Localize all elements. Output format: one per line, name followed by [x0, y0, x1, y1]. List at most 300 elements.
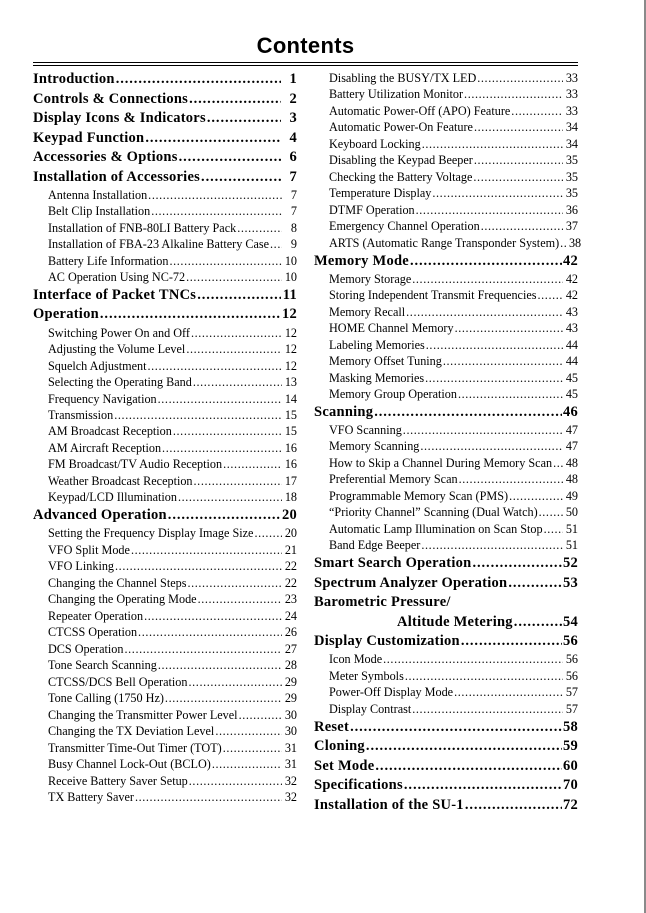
toc-entry-label: Repeater Operation: [48, 608, 144, 623]
toc-leader-dots: [426, 339, 563, 351]
toc-page-number: 42: [565, 288, 578, 303]
toc-page-number: 18: [284, 490, 297, 505]
toc-page-number: 27: [284, 641, 297, 656]
toc-entry-sub[interactable]: [48, 203, 297, 219]
toc-entry-label: Interface of Packet TNCs: [33, 287, 197, 303]
toc-leader-dots: [186, 343, 282, 355]
toc-entry-major[interactable]: [33, 128, 297, 147]
toc-entry-sub[interactable]: [329, 70, 578, 86]
toc-page-number: 26: [284, 625, 297, 640]
toc-leader-dots: [116, 72, 281, 87]
toc-page-number: 15: [284, 424, 297, 439]
toc-entry-sub[interactable]: [48, 187, 297, 203]
toc-leader-dots: [509, 490, 563, 502]
toc-entry-sub[interactable]: [329, 336, 578, 352]
toc-entry-label: Setting the Frequency Display Image Size: [48, 526, 254, 541]
toc-entry-sub[interactable]: [329, 234, 582, 250]
toc-entry-label: Display Icons & Indicators: [33, 110, 206, 127]
toc-entry-label: Cloning: [314, 738, 365, 755]
toc-page-number: 47: [565, 439, 578, 454]
toc-entry-sub[interactable]: [48, 739, 297, 755]
toc-entry-label: Display Contrast: [329, 701, 412, 716]
toc-leader-dots: [539, 506, 563, 518]
toc-page-number: 46: [563, 403, 578, 420]
toc-entry-sub[interactable]: [48, 690, 297, 706]
toc-leader-dots: [189, 92, 281, 107]
toc-page-number: 48: [565, 472, 578, 487]
toc-entry-sub[interactable]: [48, 756, 297, 772]
toc-entry-label: Smart Search Operation: [314, 555, 472, 572]
toc-leader-dots: [425, 372, 563, 384]
toc-leader-dots: [374, 405, 562, 420]
toc-entry-label: Band Edge Beeper: [329, 538, 421, 553]
toc-leader-dots: [458, 388, 563, 400]
toc-page-number: 49: [565, 488, 578, 503]
toc-page-number: 34: [565, 120, 578, 135]
toc-entry-sub[interactable]: [329, 488, 578, 504]
toc-entry-major[interactable]: [314, 632, 578, 651]
toc-entry-label: Changing the Operating Mode: [48, 592, 197, 607]
toc-leader-dots: [403, 424, 563, 436]
toc-entry-sub[interactable]: [48, 236, 297, 252]
toc-entry-label: Changing the TX Deviation Level: [48, 724, 215, 739]
toc-leader-dots: [553, 457, 563, 469]
toc-entry-sub[interactable]: [329, 386, 578, 402]
toc-page-number: 57: [565, 685, 578, 700]
toc-leader-dots: [144, 610, 282, 622]
toc-entry-label: Temperature Display: [329, 186, 432, 201]
toc-page-number: 51: [565, 538, 578, 553]
page-content: [33, 0, 582, 814]
toc-entry-label: How to Skip a Channel During Memory Scan: [329, 455, 553, 470]
toc-entry-sub[interactable]: [48, 473, 297, 489]
toc-entry-label: Antenna Installation: [48, 187, 148, 202]
toc-page-number: 56: [565, 652, 578, 667]
toc-leader-dots: [511, 105, 563, 117]
toc-leader-dots: [474, 154, 563, 166]
toc-page-number: 44: [565, 354, 578, 369]
toc-page-number: 7: [289, 168, 297, 185]
toc-entry-label: Belt Clip Installation: [48, 204, 151, 219]
toc-leader-dots: [186, 271, 282, 283]
toc-entry-label: VFO Linking: [48, 559, 115, 574]
toc-entry-label: VFO Scanning: [329, 422, 402, 437]
toc-entry-label: Programmable Memory Scan (PMS): [329, 488, 509, 503]
toc-leader-dots: [207, 111, 281, 126]
toc-page-number: 8: [290, 220, 297, 235]
toc-page-number: 33: [565, 87, 578, 102]
toc-entry-sub[interactable]: [329, 136, 578, 152]
toc-leader-dots: [189, 676, 283, 688]
toc-page-number: 12: [282, 306, 297, 323]
page-title: Contents: [256, 33, 355, 58]
toc-page-number: 6: [289, 149, 297, 166]
toc-leader-dots: [254, 527, 282, 539]
toc-entry-label: Changing the Channel Steps: [48, 575, 187, 590]
toc-entry-major[interactable]: [314, 593, 578, 612]
toc-page-number: 31: [284, 757, 297, 772]
toc-entry-label: Adjusting the Volume Level: [48, 342, 186, 357]
toc-entry-label: Battery Life Information: [48, 253, 169, 268]
toc-entry-label: Emergency Channel Operation: [329, 219, 480, 234]
toc-page-number: 30: [284, 707, 297, 722]
toc-entry-label: Disabling the Keypad Beeper: [329, 153, 473, 168]
toc-page-number: 31: [284, 740, 297, 755]
toc-entry-label: Disabling the BUSY/TX LED: [329, 70, 477, 85]
toc-entry-label: Installation of the SU-1: [314, 796, 464, 813]
toc-entry-label: Tone Calling (1750 Hz): [48, 691, 164, 706]
toc-entry-sub[interactable]: [48, 789, 297, 805]
toc-page-number: 30: [284, 724, 297, 739]
toc-entry-label: Busy Channel Lock-Out (BCLO): [48, 757, 211, 772]
toc-leader-dots: [464, 88, 563, 100]
toc-page-number: 35: [565, 153, 578, 168]
toc-entry-sub[interactable]: [48, 252, 297, 268]
toc-page-number: 4: [289, 129, 297, 146]
toc-entry-label: Transmission: [48, 407, 114, 422]
toc-entry-label: DCS Operation: [48, 641, 124, 656]
toc-page-number: 15: [284, 407, 297, 422]
toc-entry-label: Transmitter Time-Out Timer (TOT): [48, 740, 222, 755]
toc-leader-dots: [223, 458, 282, 470]
toc-entry-sub[interactable]: [329, 185, 578, 201]
toc-entry-label: Controls & Connections: [33, 90, 189, 107]
toc-entry-major[interactable]: [314, 251, 578, 270]
toc-entry-sub[interactable]: [48, 489, 297, 505]
toc-entry-sub[interactable]: [48, 641, 297, 657]
toc-columns: [33, 70, 582, 815]
toc-entry-sub[interactable]: [48, 341, 297, 357]
toc-entry-label: ARTS (Automatic Range Transponder System): [329, 235, 560, 250]
toc-leader-dots: [443, 355, 563, 367]
toc-leader-dots: [168, 508, 281, 523]
toc-entry-sub[interactable]: [329, 438, 578, 454]
toc-entry-label: Changing the Transmitter Power Level: [48, 707, 238, 722]
toc-leader-dots: [158, 393, 282, 405]
toc-page-number: 58: [563, 718, 578, 735]
toc-entry-major[interactable]: [33, 109, 297, 128]
toc-entry-label: Power-Off Display Mode: [329, 685, 454, 700]
toc-entry-sub[interactable]: [329, 537, 578, 553]
toc-entry-label: AC Operation Using NC-72: [48, 270, 186, 285]
toc-page-number: 12: [284, 342, 297, 357]
toc-entry-sub[interactable]: [48, 624, 297, 640]
toc-page-number: 23: [284, 592, 297, 607]
toc-entry-label: Installation of Accessories: [33, 168, 201, 185]
toc-leader-dots: [459, 473, 563, 485]
toc-entry-sub[interactable]: [329, 86, 578, 102]
toc-entry-label: CTCSS/DCS Bell Operation: [48, 674, 188, 689]
toc-entry-sub[interactable]: [48, 440, 297, 456]
toc-leader-dots: [508, 576, 562, 591]
toc-entry-major[interactable]: [33, 285, 297, 304]
toc-entry-sub[interactable]: [329, 651, 578, 667]
toc-entry-major[interactable]: [314, 795, 578, 814]
toc-entry-label: Icon Mode: [329, 652, 383, 667]
toc-leader-dots: [472, 556, 562, 571]
toc-page-number: 20: [282, 507, 297, 524]
toc-entry-sub[interactable]: [48, 423, 297, 439]
toc-entry-label: HOME Channel Memory: [329, 321, 454, 336]
toc-entry-label: VFO Split Mode: [48, 542, 130, 557]
toc-entry-sub[interactable]: [329, 287, 578, 303]
toc-entry-sub[interactable]: [329, 369, 578, 385]
toc-entry-sub[interactable]: [48, 674, 297, 690]
toc-page-number: 17: [284, 473, 297, 488]
toc-leader-dots: [375, 759, 562, 774]
toc-leader-dots: [138, 626, 282, 638]
toc-entry-sub[interactable]: [48, 357, 297, 373]
toc-page-number: 13: [284, 375, 297, 390]
toc-leader-dots: [193, 376, 282, 388]
toc-page-number: 35: [565, 186, 578, 201]
toc-entry-label: Operation: [33, 306, 99, 323]
toc-entry-major[interactable]: [33, 167, 297, 186]
toc-entry-sub[interactable]: [329, 152, 578, 168]
toc-entry-sub[interactable]: [48, 772, 297, 788]
toc-leader-dots: [145, 131, 281, 146]
toc-entry-label: Spectrum Analyzer Operation: [314, 574, 508, 591]
toc-leader-dots: [477, 72, 563, 84]
toc-page-number: 10: [284, 270, 297, 285]
toc-leader-dots: [432, 187, 563, 199]
toc-leader-dots: [223, 742, 282, 754]
toc-leader-dots: [201, 170, 281, 185]
toc-entry-label: “Priority Channel” Scanning (Dual Watch): [329, 505, 538, 520]
toc-entry-label: Installation of FBA-23 Alkaline Battery Case: [48, 237, 270, 252]
toc-entry-label: CTCSS Operation: [48, 625, 138, 640]
toc-leader-dots: [455, 322, 563, 334]
toc-entry-label: Advanced Operation: [33, 507, 167, 524]
toc-entry-label: Scanning: [314, 403, 374, 420]
toc-page-number: 45: [565, 370, 578, 385]
toc-entry-sub[interactable]: [329, 303, 578, 319]
toc-entry-label: Meter Symbols: [329, 668, 404, 683]
toc-entry-sub[interactable]: [48, 525, 297, 541]
toc-page-number: 45: [565, 386, 578, 401]
toc-leader-dots: [148, 360, 282, 372]
toc-page-number: 16: [284, 440, 297, 455]
toc-leader-dots: [410, 254, 562, 269]
toc-leader-dots: [165, 692, 282, 704]
toc-entry-label: Frequency Navigation: [48, 391, 157, 406]
toc-entry-sub[interactable]: [329, 320, 578, 336]
toc-leader-dots: [454, 686, 563, 698]
toc-leader-dots: [420, 440, 563, 452]
toc-leader-dots: [239, 709, 282, 721]
toc-entry-label: Memory Storage: [329, 271, 412, 286]
toc-page-number: 53: [563, 574, 578, 591]
toc-entry-label: Storing Independent Transmit Frequencies: [329, 288, 537, 303]
toc-leader-dots: [100, 307, 281, 322]
toc-entry-sub[interactable]: [48, 591, 297, 607]
toc-entry-sub[interactable]: [48, 456, 297, 472]
toc-leader-dots: [194, 475, 282, 487]
toc-entry-major[interactable]: [314, 756, 578, 775]
toc-page-number: 7: [290, 204, 297, 219]
toc-leader-dots: [215, 725, 282, 737]
toc-page-number: 2: [289, 90, 297, 107]
toc-page-number: 38: [568, 235, 582, 250]
toc-page-number: 42: [565, 271, 578, 286]
toc-entry-sub[interactable]: [48, 608, 297, 624]
toc-entry-major[interactable]: [314, 612, 578, 631]
toc-leader-dots: [198, 593, 282, 605]
toc-entry-label: AM Aircraft Reception: [48, 440, 162, 455]
toc-entry-major[interactable]: [314, 717, 578, 736]
toc-entry-label: Display Customization: [314, 633, 460, 650]
toc-page-number: 56: [563, 633, 578, 650]
toc-entry-label: Altitude Metering: [397, 613, 513, 630]
toc-entry-sub[interactable]: [329, 521, 578, 537]
toc-leader-dots: [406, 306, 563, 318]
toc-leader-dots: [412, 703, 563, 715]
toc-page-number: 32: [284, 790, 297, 805]
toc-leader-dots: [538, 289, 563, 301]
toc-entry-sub[interactable]: [329, 684, 578, 700]
toc-page-number: 22: [284, 559, 297, 574]
toc-entry-label: Weather Broadcast Reception: [48, 473, 193, 488]
toc-entry-label: Battery Utilization Monitor: [329, 87, 464, 102]
toc-leader-dots: [465, 798, 562, 813]
toc-entry-major[interactable]: [33, 506, 297, 525]
toc-page-number: 42: [563, 252, 578, 269]
toc-column-right: [314, 70, 582, 815]
toc-page-number: 59: [563, 738, 578, 755]
toc-entry-sub[interactable]: [329, 471, 578, 487]
toc-entry-sub[interactable]: [48, 723, 297, 739]
title-divider: [33, 62, 578, 66]
toc-leader-dots: [135, 791, 282, 803]
toc-page-number: 48: [565, 455, 578, 470]
toc-page-number: 57: [565, 701, 578, 716]
toc-entry-major[interactable]: [33, 89, 297, 108]
toc-leader-dots: [169, 255, 282, 267]
toc-leader-dots: [560, 237, 566, 249]
toc-entry-label: Preferential Memory Scan: [329, 472, 458, 487]
toc-page-number: 50: [565, 505, 578, 520]
toc-entry-label: Tone Search Scanning: [48, 658, 157, 673]
toc-leader-dots: [473, 171, 563, 183]
toc-page-number: 24: [284, 608, 297, 623]
toc-entry-major[interactable]: [314, 775, 578, 794]
toc-entry-major[interactable]: [314, 554, 578, 573]
toc-entry-sub[interactable]: [48, 707, 297, 723]
toc-page-number: 54: [563, 613, 578, 630]
toc-entry-sub[interactable]: [48, 374, 297, 390]
toc-entry-major[interactable]: [33, 305, 297, 324]
toc-entry-label: Memory Mode: [314, 252, 409, 269]
toc-page-number: 43: [565, 304, 578, 319]
toc-page-number: 51: [565, 521, 578, 536]
toc-leader-dots: [189, 775, 282, 787]
toc-entry-label: Switching Power On and Off: [48, 325, 190, 340]
toc-entry-major[interactable]: [33, 148, 297, 167]
toc-page-number: 10: [284, 253, 297, 268]
toc-entry-sub[interactable]: [48, 324, 297, 340]
toc-page-number: 21: [284, 542, 297, 557]
toc-entry-sub[interactable]: [48, 657, 297, 673]
toc-entry-label: Accessories & Options: [33, 149, 178, 166]
toc-entry-label: DTMF Operation: [329, 202, 415, 217]
toc-entry-label: Masking Memories: [329, 370, 425, 385]
toc-page-number: 22: [284, 575, 297, 590]
toc-page-number: 43: [565, 321, 578, 336]
toc-entry-label: Automatic Power-Off (APO) Feature: [329, 103, 511, 118]
toc-entry-sub[interactable]: [48, 542, 297, 558]
toc-entry-sub[interactable]: [329, 201, 578, 217]
toc-entry-sub[interactable]: [329, 169, 578, 185]
toc-leader-dots: [270, 238, 282, 250]
toc-entry-sub[interactable]: [329, 353, 578, 369]
toc-leader-dots: [115, 560, 282, 572]
toc-entry-major[interactable]: [314, 736, 578, 755]
toc-leader-dots: [416, 204, 563, 216]
toc-leader-dots: [514, 615, 562, 630]
toc-leader-dots: [366, 739, 562, 754]
toc-column-left: [33, 70, 297, 806]
toc-page-number: 33: [565, 70, 578, 85]
toc-entry-sub[interactable]: [48, 407, 297, 423]
toc-entry-label: Labeling Memories: [329, 337, 425, 352]
toc-entry-label: Selecting the Operating Band: [48, 375, 192, 390]
toc-entry-sub[interactable]: [48, 390, 297, 406]
toc-entry-sub[interactable]: [329, 422, 578, 438]
toc-leader-dots: [151, 205, 282, 217]
toc-leader-dots: [212, 758, 282, 770]
toc-entry-sub[interactable]: [48, 558, 297, 574]
toc-entry-major[interactable]: [33, 70, 297, 89]
toc-entry-label: Keypad/LCD Illumination: [48, 490, 177, 505]
toc-page-number: 37: [565, 219, 578, 234]
toc-entry-sub[interactable]: [329, 701, 578, 717]
toc-page-number: 3: [289, 110, 297, 127]
toc-entry-label: Automatic Power-On Feature: [329, 120, 473, 135]
toc-entry-sub[interactable]: [329, 119, 578, 135]
toc-entry-label: Squelch Adjustment: [48, 358, 147, 373]
toc-entry-sub[interactable]: [329, 668, 578, 684]
toc-page-number: 11: [282, 287, 297, 303]
toc-page-number: 35: [565, 169, 578, 184]
toc-entry-label: Memory Scanning: [329, 439, 420, 454]
toc-leader-dots: [158, 659, 282, 671]
toc-entry-label: Automatic Lamp Illumination on Scan Stop: [329, 521, 543, 536]
toc-entry-sub[interactable]: [329, 218, 578, 234]
toc-leader-dots: [191, 327, 282, 339]
toc-leader-dots: [197, 288, 281, 303]
toc-entry-label: Checking the Battery Voltage: [329, 169, 473, 184]
toc-entry-sub[interactable]: [48, 219, 297, 235]
toc-entry-major[interactable]: [314, 573, 578, 592]
toc-entry-major[interactable]: [314, 402, 578, 421]
toc-entry-label: Keyboard Locking: [329, 136, 421, 151]
toc-leader-dots: [422, 138, 563, 150]
toc-leader-dots: [125, 643, 283, 655]
toc-entry-sub[interactable]: [48, 269, 297, 285]
toc-entry-sub[interactable]: [329, 455, 578, 471]
toc-entry-sub[interactable]: [329, 103, 578, 119]
toc-leader-dots: [412, 273, 563, 285]
toc-leader-dots: [178, 491, 282, 503]
toc-leader-dots: [173, 425, 282, 437]
toc-page-number: 72: [563, 796, 578, 813]
toc-entry-sub[interactable]: [329, 504, 578, 520]
toc-page-number: 36: [565, 202, 578, 217]
toc-entry-label: TX Battery Saver: [48, 790, 134, 805]
toc-entry-sub[interactable]: [48, 575, 297, 591]
toc-entry-sub[interactable]: [329, 270, 578, 286]
toc-page-number: 16: [284, 457, 297, 472]
